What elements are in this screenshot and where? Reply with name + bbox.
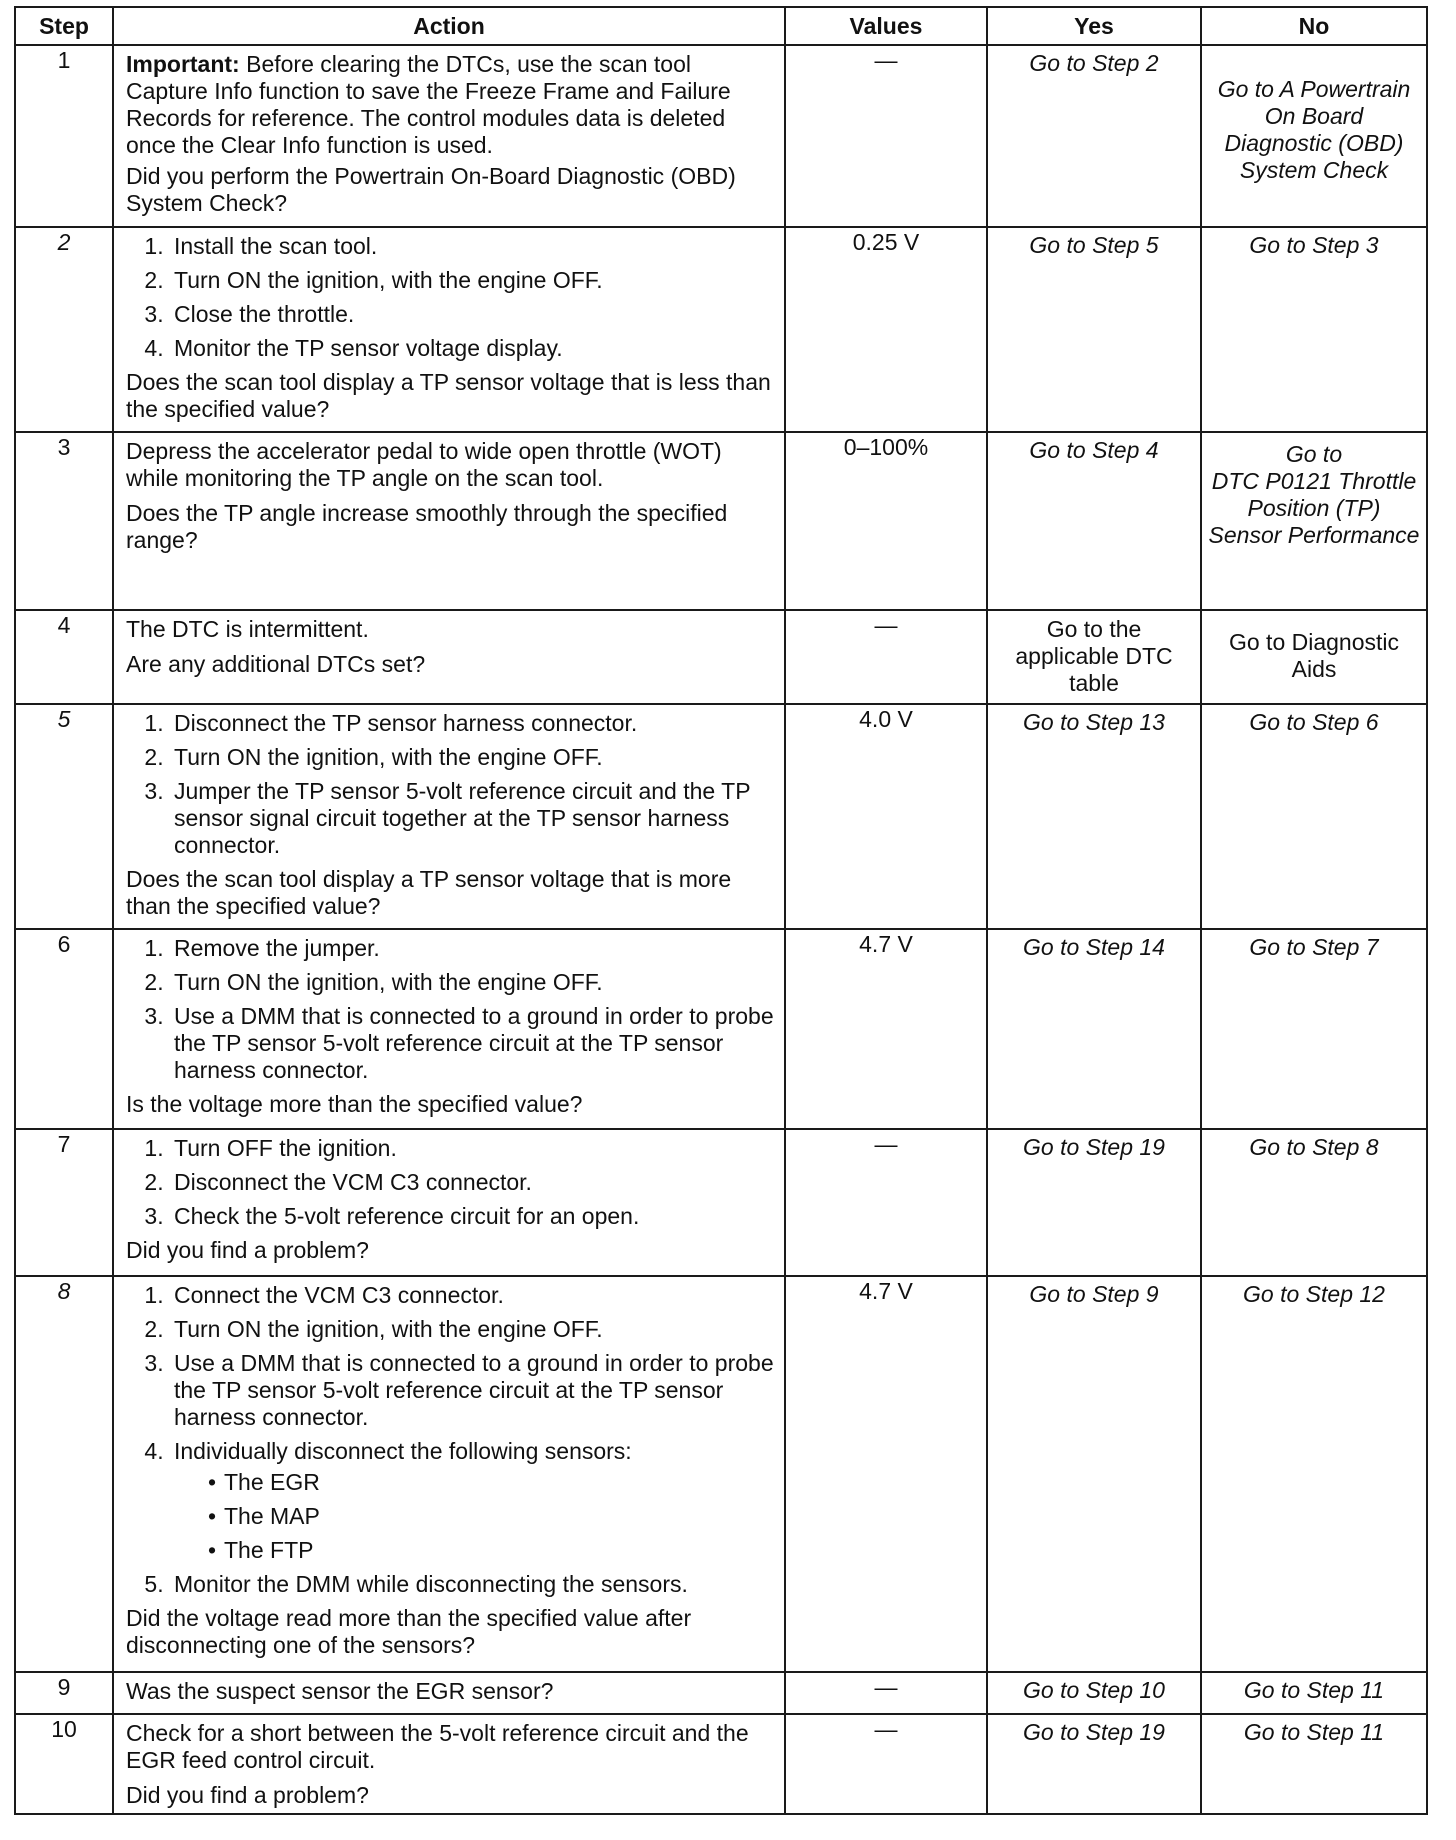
no-link[interactable] [1201, 45, 1427, 227]
question-text: Was the suspect sensor the EGR sensor? [126, 1678, 554, 1704]
procedure-item: 2. Disconnect the VCM C3 connector. [170, 1169, 774, 1196]
procedure-item: 3. Jumper the TP sensor 5-volt reference circuit and the TP sensor signal circuit together at the TP sensor harness connector. [170, 778, 774, 859]
no-prefix: Go to [1217, 76, 1274, 102]
important-note [126, 51, 774, 159]
yes-link[interactable]: Go to Step 9 [987, 1276, 1201, 1672]
question-text: Does the TP angle increase smoothly through the specified range? [126, 500, 728, 553]
action-cell [113, 1129, 785, 1276]
value-cell: 0.25 V [785, 227, 987, 432]
header-yes: Yes [987, 7, 1201, 45]
procedure-item: 1. Disconnect the TP sensor harness connector. [170, 710, 774, 737]
value-cell: — [785, 1672, 987, 1714]
no-link[interactable]: Go to Step 8 [1201, 1129, 1427, 1276]
procedure-item: 2. Turn ON the ignition, with the engine OFF. [170, 969, 774, 996]
yes-link[interactable]: Go to Step 2 [987, 45, 1201, 227]
procedure-list [126, 233, 774, 362]
no-link[interactable] [1201, 432, 1427, 610]
value-cell: 4.7 V [785, 929, 987, 1129]
procedure-item: 1. Turn OFF the ignition. [170, 1135, 774, 1162]
question-text: Does the scan tool display a TP sensor voltage that is less than the specified value? [126, 369, 771, 422]
yes-link[interactable]: Go to Step 13 [987, 704, 1201, 929]
procedure-item: 2. Turn ON the ignition, with the engine OFF. [170, 267, 774, 294]
step-number: 10 [15, 1714, 113, 1814]
sensor-item: • The MAP [204, 1503, 774, 1530]
no-link-text: A Powertrain On Board Diagnostic (OBD) System Check [1224, 76, 1411, 183]
yes-link[interactable]: Go to Step 4 [987, 432, 1201, 610]
step-number: 2 [15, 227, 113, 432]
procedure-item: 2. Turn ON the ignition, with the engine OFF. [170, 744, 774, 771]
procedure-item: 1. Install the scan tool. [170, 233, 774, 260]
step-number: 1 [15, 45, 113, 227]
step-number: 7 [15, 1129, 113, 1276]
value-cell: — [785, 1129, 987, 1276]
question-text: Did the voltage read more than the specified value after disconnecting one of the sensors? [126, 1605, 692, 1658]
step-number: 5 [15, 704, 113, 929]
step-number: 4 [15, 610, 113, 704]
question-text: Does the scan tool display a TP sensor voltage that is more than the specified value? [126, 866, 732, 919]
value-cell: — [785, 45, 987, 227]
procedure-list [126, 1282, 774, 1598]
action-cell [113, 1672, 785, 1714]
step-number: 6 [15, 929, 113, 1129]
procedure-item: 3. Check the 5-volt reference circuit for an open. [170, 1203, 774, 1230]
table-row [15, 704, 1427, 929]
sensor-list [174, 1469, 774, 1564]
procedure-item [170, 1438, 774, 1564]
table-row [15, 1714, 1427, 1814]
table-row [15, 432, 1427, 610]
yes-link[interactable]: Go to Step 14 [987, 929, 1201, 1129]
action-cell [113, 704, 785, 929]
table-row [15, 929, 1427, 1129]
action-cell [113, 432, 785, 610]
table-row [15, 227, 1427, 432]
procedure-item: 3. Use a DMM that is connected to a ground in order to probe the TP sensor 5-volt reference circuit at the TP sensor harness connector. [170, 1350, 774, 1431]
header-values: Values [785, 7, 987, 45]
action-cell [113, 929, 785, 1129]
question-text: Did you perform the Powertrain On-Board Diagnostic (OBD) System Check? [126, 163, 736, 216]
value-cell: — [785, 1714, 987, 1814]
action-cell [113, 227, 785, 432]
header-row [15, 7, 1427, 45]
action-cell [113, 1276, 785, 1672]
table-row [15, 1672, 1427, 1714]
no-link[interactable]: Go to Step 12 [1201, 1276, 1427, 1672]
no-link-text: DTC P0121 Throttle Position (TP) Sensor Performance [1208, 468, 1420, 548]
no-link[interactable]: Go to Step 11 [1201, 1672, 1427, 1714]
yes-link[interactable]: Go to Step 19 [987, 1714, 1201, 1814]
procedure-item: 1. Connect the VCM C3 connector. [170, 1282, 774, 1309]
no-link[interactable]: Go to Step 7 [1201, 929, 1427, 1129]
sensor-item: • The EGR [204, 1469, 774, 1496]
no-link[interactable]: Go to Diagnostic Aids [1201, 610, 1427, 704]
diagnostic-table [14, 6, 1428, 1815]
procedure-item-text: Individually disconnect the following sensors: [174, 1438, 632, 1464]
action-text: Depress the accelerator pedal to wide open throttle (WOT) while monitoring the TP angle on the scan tool. [126, 438, 722, 491]
no-prefix: Go to [1285, 441, 1343, 467]
procedure-item: 4. Monitor the TP sensor voltage display. [170, 335, 774, 362]
header-action: Action [113, 7, 785, 45]
header-step: Step [15, 7, 113, 45]
yes-link[interactable]: Go to Step 19 [987, 1129, 1201, 1276]
step-number: 8 [15, 1276, 113, 1672]
question-text: Did you find a problem? [126, 1237, 369, 1263]
step-number: 3 [15, 432, 113, 610]
table-row [15, 45, 1427, 227]
value-cell: 4.0 V [785, 704, 987, 929]
procedure-list [126, 710, 774, 859]
table-row [15, 1276, 1427, 1672]
action-text: The DTC is intermittent. [126, 616, 369, 642]
procedure-item: 3. Use a DMM that is connected to a ground in order to probe the TP sensor 5-volt reference circuit at the TP sensor harness connector. [170, 1003, 774, 1084]
action-cell [113, 45, 785, 227]
value-cell: 0–100% [785, 432, 987, 610]
step-number: 9 [15, 1672, 113, 1714]
yes-link[interactable]: Go to Step 5 [987, 227, 1201, 432]
value-cell: — [785, 610, 987, 704]
procedure-list [126, 1135, 774, 1230]
no-link[interactable]: Go to Step 11 [1201, 1714, 1427, 1814]
procedure-item: 1. Remove the jumper. [170, 935, 774, 962]
table-row [15, 610, 1427, 704]
procedure-item: 3. Close the throttle. [170, 301, 774, 328]
important-text: Before clearing the DTCs, use the scan tool Capture Info function to save the Freeze Frame and Failure Records for reference. The control modules data is deleted once the Clear Info function is used. [126, 51, 731, 158]
question-text: Is the voltage more than the specified value? [126, 1091, 583, 1117]
sensor-item: • The FTP [204, 1537, 774, 1564]
procedure-list [126, 935, 774, 1084]
question-text: Are any additional DTCs set? [126, 651, 426, 677]
table-row [15, 1129, 1427, 1276]
header-no: No [1201, 7, 1427, 45]
question-text: Did you find a problem? [126, 1782, 369, 1808]
action-text: Check for a short between the 5-volt reference circuit and the EGR feed control circuit. [126, 1720, 749, 1773]
yes-link[interactable]: Go to the applicable DTC table [987, 610, 1201, 704]
yes-link[interactable]: Go to Step 10 [987, 1672, 1201, 1714]
diagnostic-sheet [14, 6, 1426, 1815]
value-cell: 4.7 V [785, 1276, 987, 1672]
no-link[interactable]: Go to Step 6 [1201, 704, 1427, 929]
action-cell [113, 1714, 785, 1814]
action-cell [113, 610, 785, 704]
no-link[interactable]: Go to Step 3 [1201, 227, 1427, 432]
procedure-item: 2. Turn ON the ignition, with the engine OFF. [170, 1316, 774, 1343]
procedure-item: 5. Monitor the DMM while disconnecting the sensors. [170, 1571, 774, 1598]
important-label: Important: [126, 51, 240, 77]
